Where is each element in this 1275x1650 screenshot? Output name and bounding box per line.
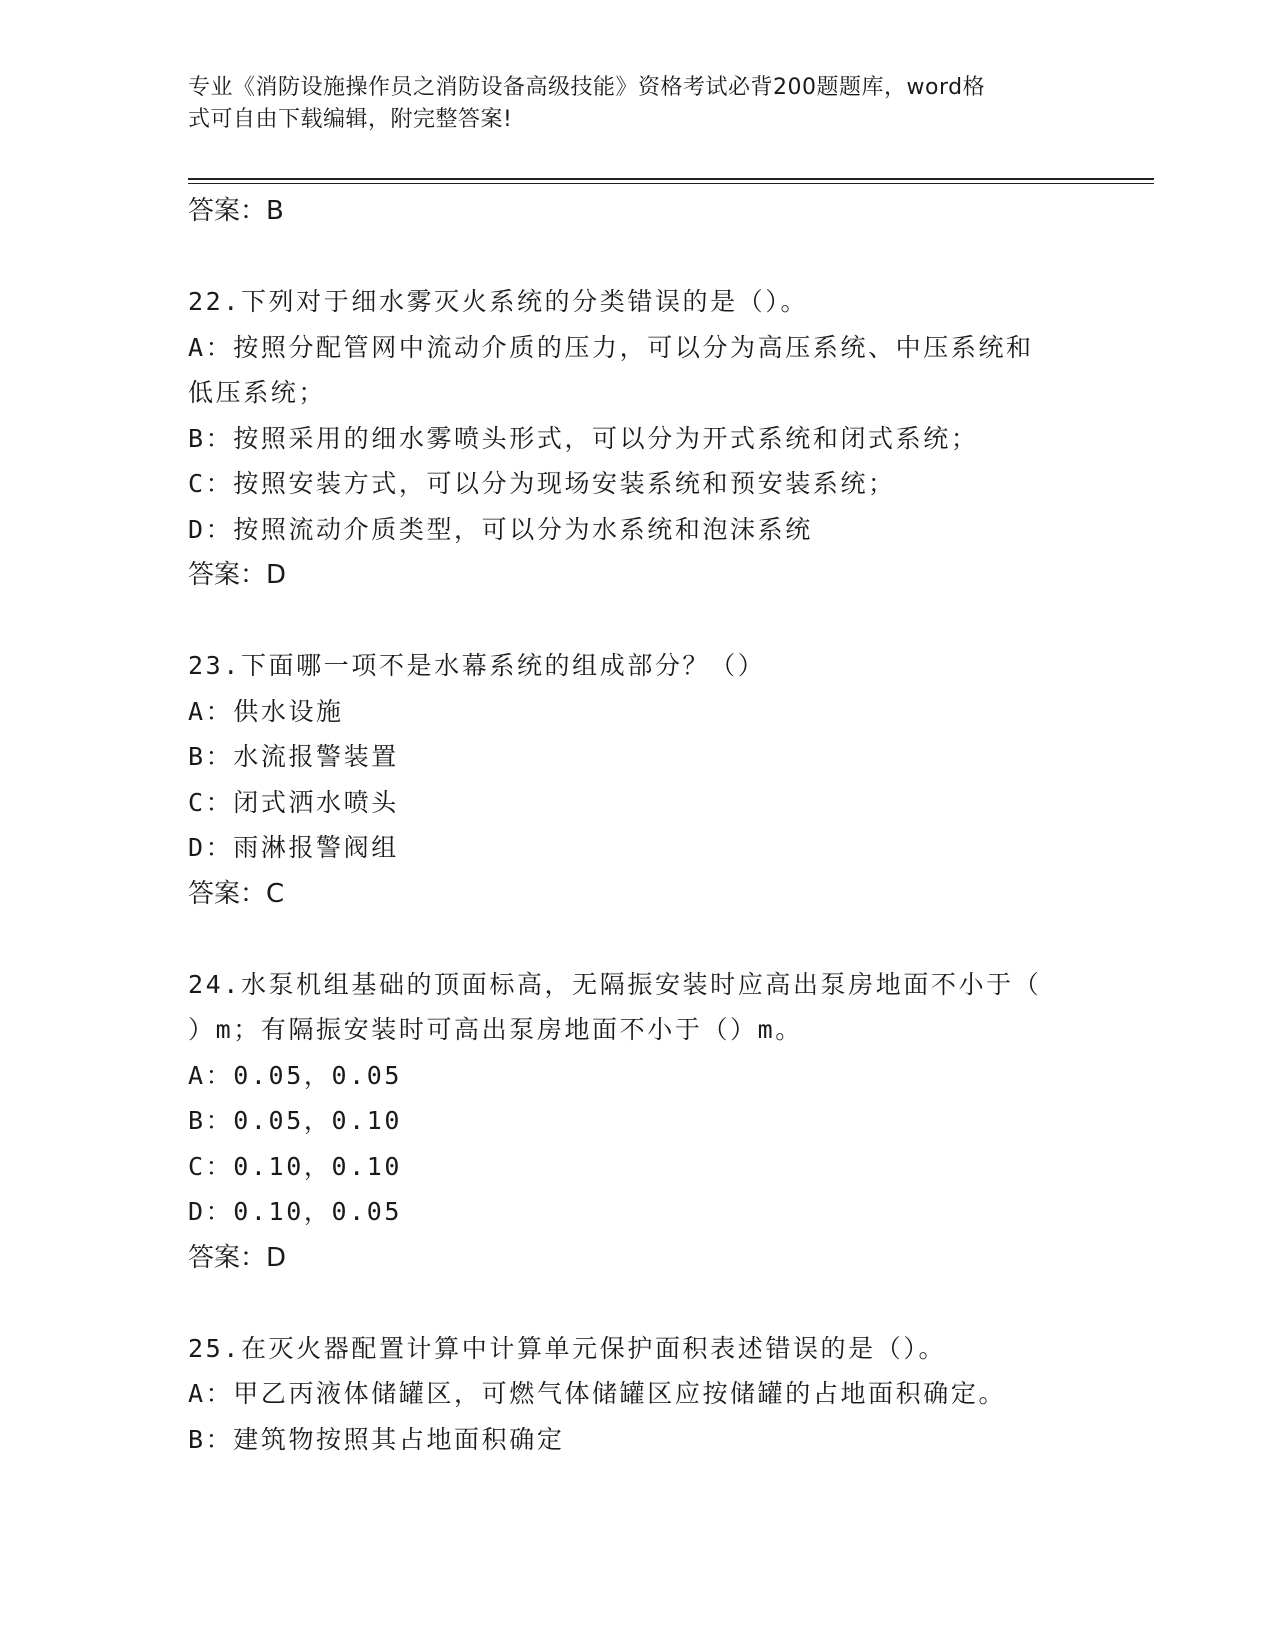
option-text: A：0.05，0.05 [188, 1060, 403, 1090]
question-list [188, 188, 1088, 1462]
option-text: B：按照采用的细水雾喷头形式，可以分为开式系统和闭式系统； [188, 423, 979, 453]
option-text: B：0.05，0.10 [188, 1106, 403, 1135]
header-rule-thin [188, 183, 1154, 184]
question-block [188, 962, 1088, 1281]
option-text: A：甲乙丙液体储罐区，可燃气体储罐区应按储罐的占地面积确定。 [188, 1379, 1007, 1408]
question-text: 24.水泵机组基础的顶面标高，无隔振安装时应高出泵房地面不小于（ [188, 969, 1042, 999]
option-text: A：按照分配管网中流动介质的压力，可以分为高压系统、中压系统和 [188, 332, 1034, 362]
option-text: A：供水设施 [188, 696, 344, 726]
question-block [188, 279, 1088, 598]
question-text: 25.在灭火器配置计算中计算单元保护面积表述错误的是（）。 [188, 1333, 947, 1363]
option-text: B：建筑物按照其占地面积确定 [188, 1424, 565, 1454]
option-text: 低压系统； [188, 378, 327, 407]
option-text: C：0.10，0.10 [188, 1151, 403, 1181]
question-text: ）m；有隔振安装时可高出泵房地面不小于（）m。 [188, 1015, 803, 1044]
question-block [188, 643, 1088, 917]
question-gap [188, 598, 1088, 643]
option-text: D：按照流动介质类型，可以分为水系统和泡沫系统 [188, 514, 813, 544]
question-gap [188, 1281, 1088, 1326]
option-text: B：水流报警装置 [188, 742, 399, 771]
answer-line: 答案：D [188, 560, 287, 590]
option-text: C：闭式洒水喷头 [188, 787, 399, 817]
header-rule-thick [188, 178, 1154, 180]
answer-line: 答案：C [188, 878, 285, 909]
question-text: 22.下列对于细水雾灭火系统的分类错误的是（）。 [188, 287, 809, 316]
option-text: D：雨淋报警阀组 [188, 833, 399, 862]
option-text: D：0.10，0.05 [188, 1197, 403, 1226]
question-gap [188, 234, 1088, 279]
header-line-2: 式可自由下载编辑，附完整答案! [188, 107, 513, 132]
header-line-1: 专业《消防设施操作员之消防设备高级技能》资格考试必背200题题库，word格 [188, 75, 986, 100]
question-gap [188, 917, 1088, 962]
question-block [188, 1326, 1088, 1463]
option-text: C：按照安装方式，可以分为现场安装系统和预安装系统； [188, 469, 896, 498]
answer-line: 答案：D [188, 1242, 287, 1273]
questions-container [188, 234, 1088, 1462]
page-header [188, 72, 1068, 136]
question-text: 23.下面哪一项不是水幕系统的组成部分？（） [188, 651, 766, 680]
answer-line: 答案：B [188, 196, 284, 226]
